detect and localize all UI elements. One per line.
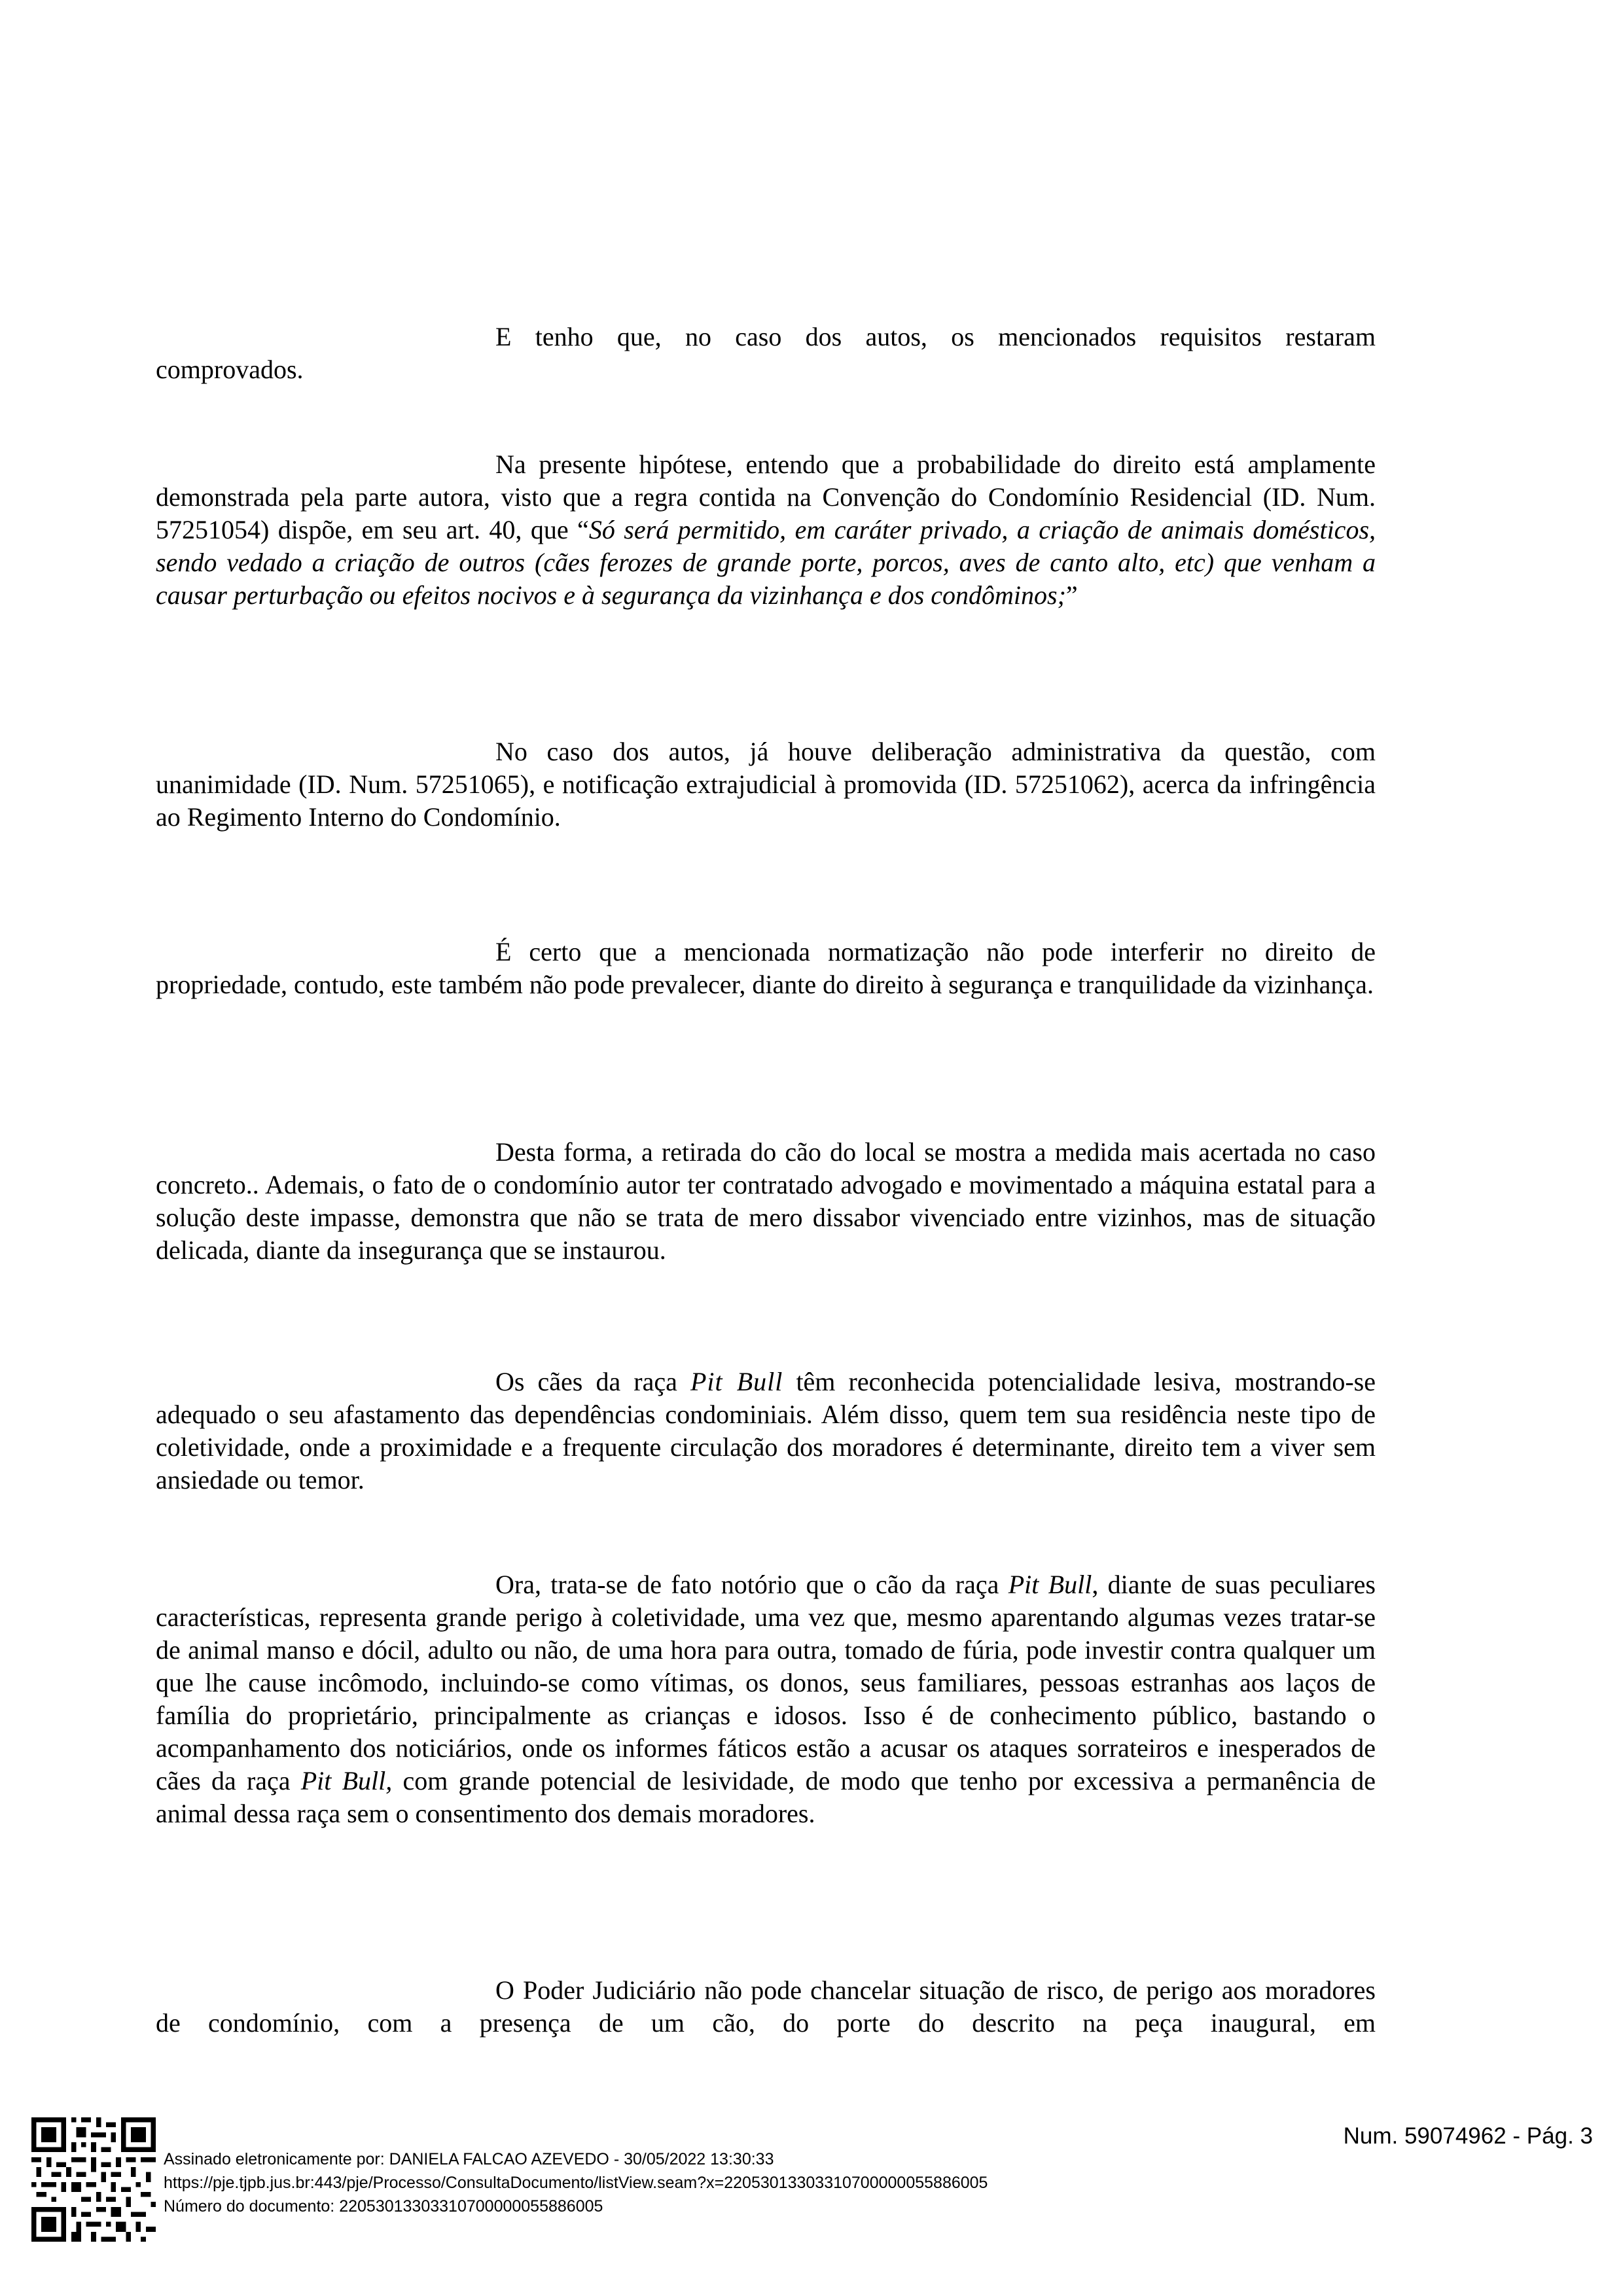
paragraph-5: Desta forma, a retirada do cão do local se mostra a medida mais acertada no caso concreto.. Ademais, o fato de o condomínio autor ter contratado advogado e movimentado a máquina estatal para a solução deste impasse, demonstra que não se trata de mero dissabor vivenciado entre vizinhos, mas de situação delicada, diante da insegurança que se instaurou. [156, 1137, 1376, 1265]
paragraph-7-text-a: Ora, trata-se de fato notório que o cão da raça [495, 1570, 1008, 1599]
paragraph-2-text: Na presente hipótese, entendo que a probabilidade do direito está amplamente demonstrada pela parte autora, visto que a regra contida na Convenção do Condomínio Residencial (ID. Num. 57251054) dispõe, em seu art. 40, que “ [156, 450, 1376, 544]
document-number: Número do documento: 22053013303310700000055886005 [164, 2197, 603, 2216]
breed-name: Pit Bull [1008, 1570, 1092, 1599]
breed-name: Pit Bull [690, 1367, 783, 1396]
signature-line: Assinado eletronicamente por: DANIELA FALCAO AZEVEDO - 30/05/2022 13:30:33 [164, 2150, 774, 2168]
paragraph-6-text-b: têm reconhecida potencialidade lesiva, mostrando-se adequado o seu afastamento das dependências condominiais. Além disso, quem tem sua residência neste tipo de coletividade, onde a proximidade e a frequente circulação dos moradores é determinante, direito tem a viver sem ansiedade ou temor. [156, 1367, 1376, 1494]
breed-name: Pit Bull, [300, 1766, 393, 1795]
document-url[interactable]: https://pje.tjpb.jus.br:443/pje/Processo/ConsultaDocumento/listView.seam?x=22053013303310700000055886005 [164, 2174, 988, 2192]
qr-code-icon [31, 2117, 156, 2242]
paragraph-7-text-b: , diante de suas peculiares características, representa grande perigo à coletividade, uma vez que, mesmo aparentando algumas vezes tratar-se de animal manso e dócil, adulto ou não, de uma hora para outra, tomado de fúria, pode investir contra qualquer um que lhe cause incômodo, incluindo-se como vítimas, os donos, seus familiares, pessoas estranhas aos laços de família do proprietário, principalmente as crianças e idosos. Isso é de conhecimento público, bastando o acompanhamento dos noticiários, onde os informes fáticos estão a acusar os ataques sorrateiros e inesperados de cães da raça [156, 1570, 1376, 1795]
paragraph-7 [156, 1568, 1376, 1830]
convention-quote: Só será permitido, em caráter privado, a criação de animais domésticos, sendo vedado a criação de outros (cães ferozes de grande porte, porcos, aves de canto alto, etc) que venham a causar perturbação ou efeitos nocivos e à segurança da vizinhança e dos condôminos; [156, 515, 1376, 610]
paragraph-1-second-line: comprovados. [156, 355, 304, 384]
paragraph-6 [156, 1366, 1376, 1496]
paragraph-3: No caso dos autos, já houve deliberação administrativa da questão, com unanimidade (ID. Num. 57251065), e notificação extrajudicial à promovida (ID. 57251062), acerca da infringência ao Regimento Interno do Condomínio. [156, 737, 1376, 832]
paragraph-7-text-c: com grande potencial de lesividade, de modo que tenho por excessiva a permanência de animal dessa raça sem o consentimento dos demais moradores. [156, 1766, 1376, 1828]
paragraph-2 [156, 448, 1376, 612]
page-number: Num. 59074962 - Pág. 3 [1343, 2123, 1593, 2149]
paragraph-8: O Poder Judiciário não pode chancelar situação de risco, de perigo aos moradores de condomínio, com a presença de um cão, do porte do descrito na peça inaugural, em [156, 1975, 1376, 2038]
quote-close: ” [1065, 580, 1078, 610]
paragraph-6-text-a: Os cães da raça [495, 1367, 690, 1396]
paragraph-1-first-line: E tenho que, no caso dos autos, os mencionados requisitos restaram [495, 322, 1376, 351]
paragraph-4: É certo que a mencionada normatização não pode interferir no direito de propriedade, contudo, este também não pode prevalecer, diante do direito à segurança e tranquilidade da vizinhança. [156, 937, 1376, 999]
